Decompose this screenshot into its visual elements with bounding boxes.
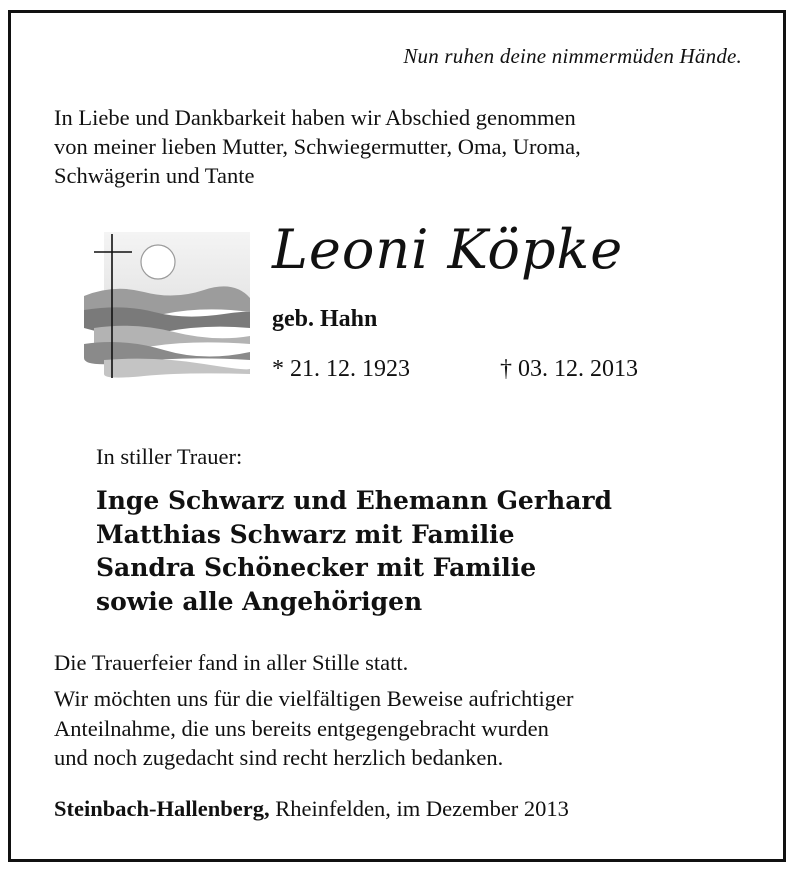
birth-date: * 21. 12. 1923: [272, 356, 410, 382]
thanks-line: und noch zugedacht sind recht herzlich bedanken.: [54, 745, 504, 770]
mourning-label: In stiller Trauer:: [96, 444, 243, 469]
maiden-name: geb. Hahn: [272, 306, 378, 332]
thanks-line: Wir möchten uns für die vielfältigen Beweise aufrichtiger: [54, 686, 574, 711]
sun-icon: [141, 245, 175, 279]
place-date: [54, 796, 569, 822]
mourner-line: Sandra Schönecker mit Familie: [96, 553, 537, 582]
mourner-line: sowie alle Angehörigen: [96, 586, 423, 616]
death-date: † 03. 12. 2013: [500, 356, 638, 382]
deceased-name: Leoni Köpke: [272, 218, 624, 281]
place-rest: Rheinfelden, im Dezember 2013: [269, 796, 569, 821]
mourners-list: [96, 484, 612, 618]
intro-text: [54, 103, 754, 190]
intro-line: In Liebe und Dankbarkeit haben wir Abschied genommen: [54, 105, 576, 130]
intro-line: von meiner lieben Mutter, Schwiegermutter, Oma, Uroma,: [54, 134, 581, 159]
funeral-note: Die Trauerfeier fand in aller Stille statt.: [54, 650, 409, 675]
thanks-line: Anteilnahme, die uns bereits entgegengebracht wurden: [54, 715, 549, 741]
intro-line: Schwägerin und Tante: [54, 163, 255, 188]
place-primary: Steinbach-Hallenberg,: [54, 796, 270, 821]
cross-landscape-illustration: [84, 228, 250, 384]
mourner-line: Inge Schwarz und Ehemann Gerhard: [96, 486, 613, 515]
mourner-line: Matthias Schwarz mit Familie: [96, 519, 515, 549]
thanks-text: [54, 684, 754, 773]
motto: Nun ruhen deine nimmermüden Hände.: [403, 44, 742, 68]
